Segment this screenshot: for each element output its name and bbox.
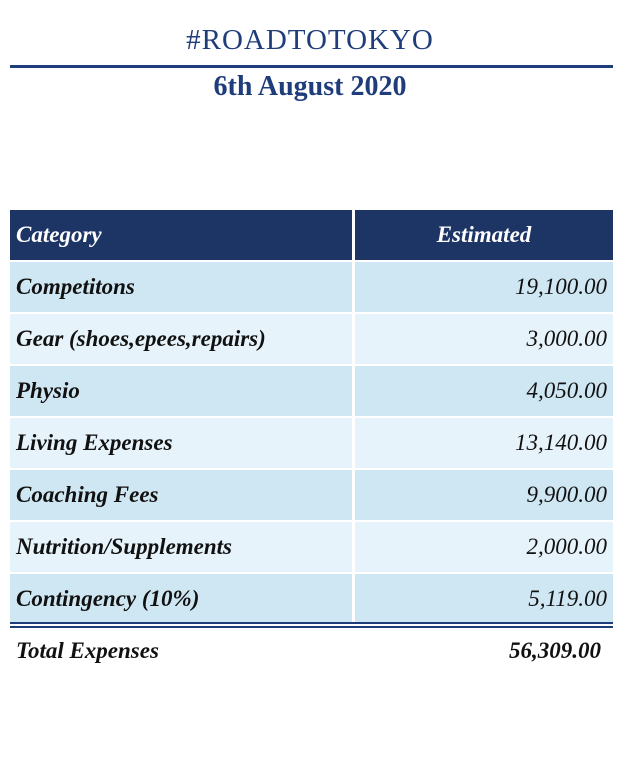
- category-cell: Gear (shoes,epees,repairs): [10, 314, 355, 366]
- date-heading: 6th August 2020: [213, 71, 407, 102]
- estimated-cell: 13,140.00: [355, 418, 613, 470]
- column-header-estimated: Estimated: [355, 210, 613, 262]
- category-cell: Nutrition/Supplements: [10, 522, 355, 574]
- table-row: [10, 314, 613, 366]
- category-cell: Coaching Fees: [10, 470, 355, 522]
- table-row: [10, 366, 613, 418]
- estimated-cell: 19,100.00: [355, 262, 613, 314]
- category-cell: Contingency (10%): [10, 574, 355, 626]
- table-row: [10, 574, 613, 626]
- estimated-cell: 9,900.00: [355, 470, 613, 522]
- table-row: [10, 418, 613, 470]
- estimated-cell: 5,119.00: [355, 574, 613, 626]
- total-row: [10, 632, 613, 670]
- table-row: [10, 522, 613, 574]
- estimated-cell: 3,000.00: [355, 314, 613, 366]
- table-row: [10, 262, 613, 314]
- table-row: [10, 470, 613, 522]
- column-header-category: Category: [10, 210, 355, 262]
- hashtag-title: #ROADTOTOKYO: [186, 24, 434, 56]
- estimated-cell: 2,000.00: [355, 522, 613, 574]
- total-label: Total Expenses: [16, 638, 159, 663]
- total-divider: [10, 622, 613, 628]
- total-value: 56,309.00: [509, 638, 601, 663]
- expenses-table: [10, 210, 613, 626]
- estimated-cell: 4,050.00: [355, 366, 613, 418]
- category-cell: Living Expenses: [10, 418, 355, 470]
- category-cell: Physio: [10, 366, 355, 418]
- category-cell: Competitons: [10, 262, 355, 314]
- title-divider: [10, 65, 613, 68]
- table-header-row: [10, 210, 613, 262]
